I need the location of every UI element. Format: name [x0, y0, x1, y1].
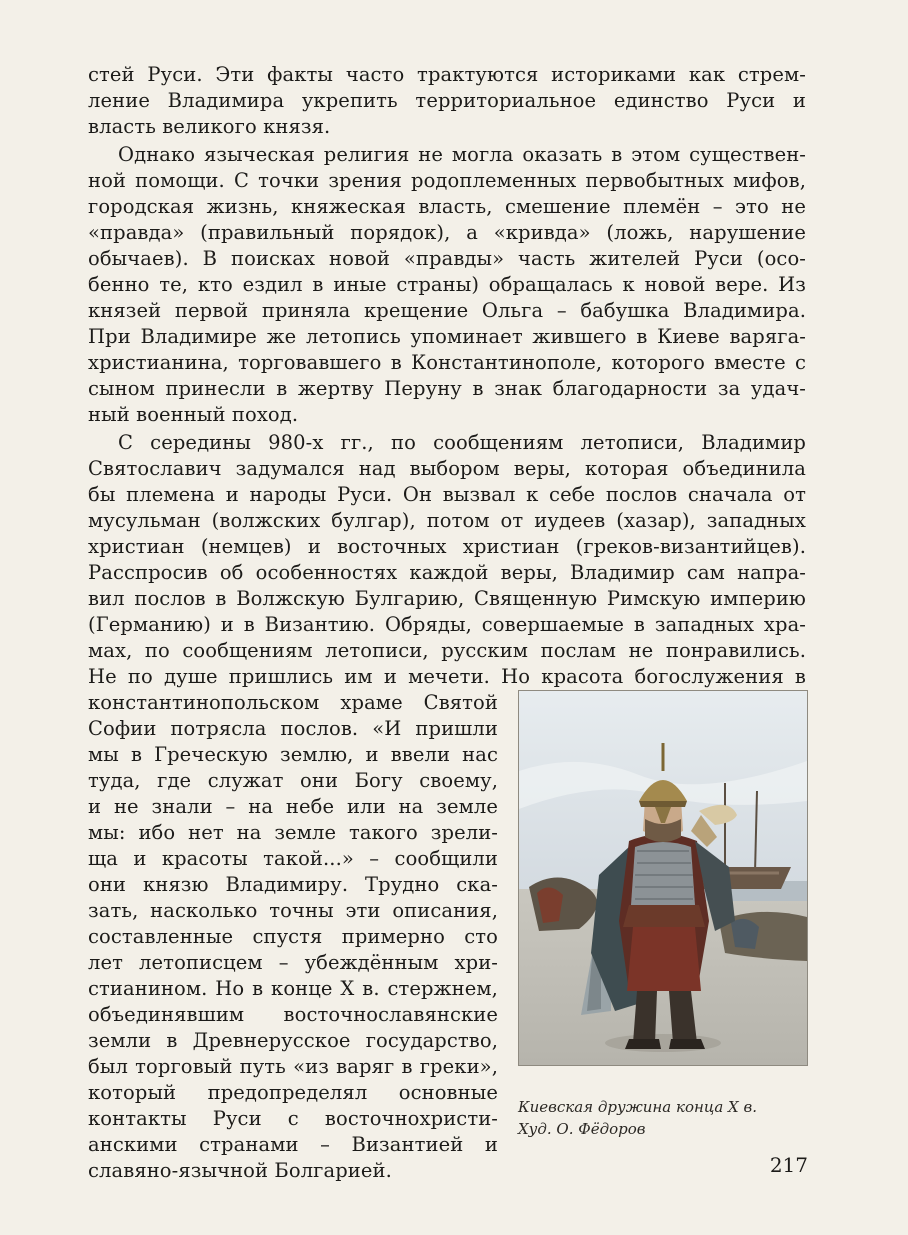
text-line: Святославич задумался над выбором веры, которая объединила: [88, 457, 806, 480]
text-line: городская жизнь, княжеская власть, смешение племён – это не: [88, 195, 806, 218]
text-line: стианином. Но в конце X в. стержнем,: [88, 977, 498, 1000]
text-line: мы в Греческую землю, и ввели нас: [88, 743, 498, 766]
text-line: Однако языческая религия не могла оказать в этом существен-: [118, 143, 806, 166]
text-line: они князю Владимиру. Трудно ска-: [88, 873, 498, 896]
text-line: Расспросив об особенностях каждой веры, Владимир сам напра-: [88, 561, 806, 584]
page-number: 217: [769, 1153, 808, 1177]
book-page: [88, 62, 810, 1182]
text-line: бы племена и народы Руси. Он вызвал к себе послов сначала от: [88, 483, 806, 506]
text-line: контакты Руси с восточнохристи-: [88, 1107, 498, 1130]
text-line: объединявшим восточнославянские: [88, 1003, 498, 1026]
text-line: ление Владимира укрепить территориальное единство Руси и: [88, 89, 806, 112]
text-line: обычаев). В поисках новой «правды» часть жителей Руси (осо-: [88, 247, 806, 270]
text-line: «правда» (правильный порядок), а «кривда» (ложь, нарушение: [88, 221, 806, 244]
text-line: (Германию) и в Византию. Обряды, совершаемые в западных хра-: [88, 613, 806, 636]
text-line: который предопределял основные: [88, 1081, 498, 1104]
text-line: власть великого князя.: [88, 115, 331, 138]
text-line: мусульман (волжских булгар), потом от иудеев (хазар), западных: [88, 509, 806, 532]
text-line: Софии потрясла послов. «И пришли: [88, 717, 498, 740]
text-line: ща и красоты такой...» – сообщили: [88, 847, 498, 870]
text-line: составленные спустя примерно сто: [88, 925, 498, 948]
text-line: христианина, торговавшего в Константинополе, которого вместе с: [88, 351, 806, 374]
figure-caption-artist: Худ. О. Фёдоров: [518, 1120, 646, 1138]
text-line: мах, по сообщениям летописи, русским послам не понравились.: [88, 639, 806, 662]
text-line: зать, насколько точны эти описания,: [88, 899, 498, 922]
text-line: ной помощи. С точки зрения родоплеменных первобытных мифов,: [88, 169, 806, 192]
text-line: лет летописцем – убеждённым хри-: [88, 951, 498, 974]
text-line: мы: ибо нет на земле такого зрели-: [88, 821, 498, 844]
illustration-kievan-warrior: [518, 690, 808, 1066]
text-line: анскими странами – Византией и: [88, 1133, 498, 1156]
text-line: С середины 980-х гг., по сообщениям летописи, Владимир: [118, 431, 806, 454]
text-line: христиан (немцев) и восточных христиан (греков-византийцев).: [88, 535, 806, 558]
text-line: стей Руси. Эти факты часто трактуются историками как стрем-: [88, 63, 806, 86]
text-line: славяно-язычной Болгарией.: [88, 1159, 392, 1182]
text-line: и не знали – на небе или на земле: [88, 795, 498, 818]
text-line: был торговый путь «из варяг в греки»,: [88, 1055, 498, 1078]
text-line: князей первой приняла крещение Ольга – бабушка Владимира.: [88, 299, 806, 322]
text-line: туда, где служат они Богу своему,: [88, 769, 498, 792]
figure-caption-title: Киевская дружина конца X в.: [518, 1098, 757, 1116]
text-line: константинопольском храме Святой: [88, 691, 498, 714]
text-line: земли в Древнерусское государство,: [88, 1029, 498, 1052]
text-line: ный военный поход.: [88, 403, 299, 426]
text-line: вил послов в Волжскую Булгарию, Священную Римскую империю: [88, 587, 806, 610]
text-line: При Владимире же летопись упоминает жившего в Киеве варяга-: [88, 325, 806, 348]
text-line: бенно те, кто ездил в иные страны) обращалась к новой вере. Из: [88, 273, 806, 296]
text-line: Не по душе пришлись им и мечети. Но красота богослужения в: [88, 665, 806, 688]
text-line: сыном принесли в жертву Перуну в знак благодарности за удач-: [88, 377, 806, 400]
